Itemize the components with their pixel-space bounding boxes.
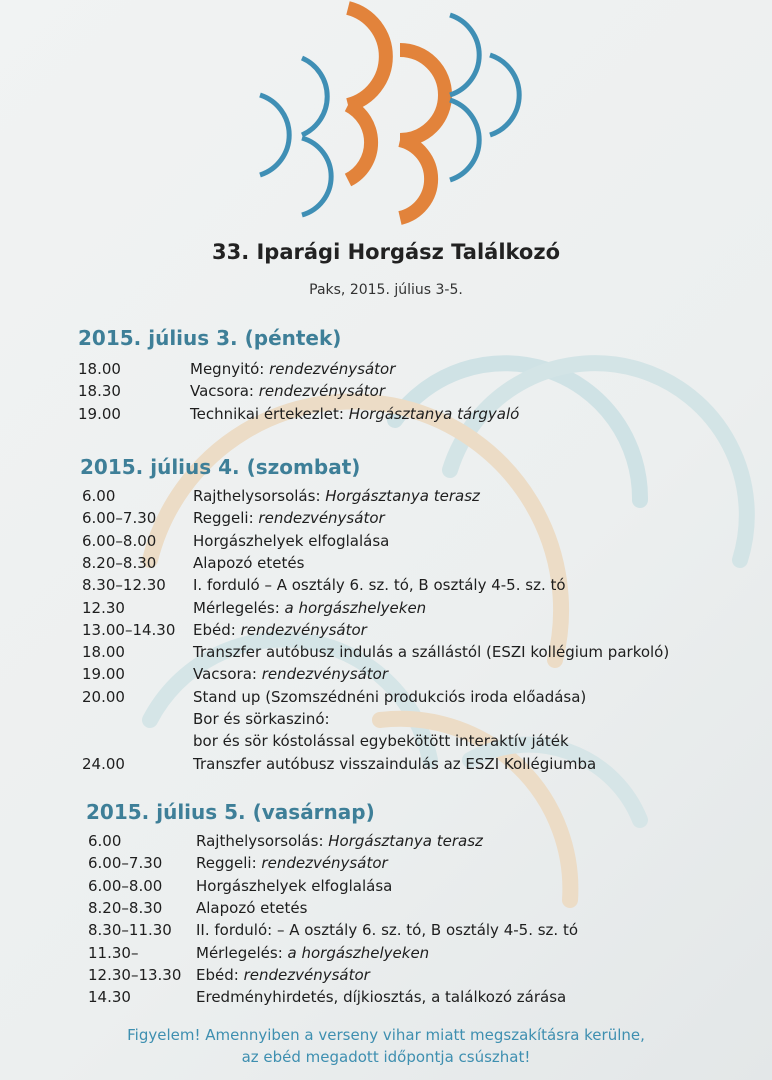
schedule-activity-label: Rajthelysorsolás: [193, 487, 321, 505]
schedule-row [88, 986, 740, 1008]
weather-notice [0, 1024, 772, 1068]
schedule-row [82, 485, 740, 507]
schedule-row [82, 686, 740, 708]
day-heading-friday: 2015. július 3. (péntek) [78, 326, 342, 350]
schedule-venue: rendezvénysátor [269, 360, 396, 378]
schedule-activity-label: bor és sör kóstolással egybekötött interaktív játék [193, 732, 569, 751]
schedule-row [88, 830, 740, 852]
schedule-venue: Horgásztanya tárgyaló [348, 404, 520, 423]
schedule-time: 19.00 [78, 404, 121, 423]
schedule-row [88, 852, 740, 874]
schedule-row [82, 574, 740, 596]
schedule-activity-label: Ebéd: [196, 965, 239, 984]
schedule-activity-label: Megnyitó: [190, 360, 265, 378]
logo-arc-left-top [260, 95, 289, 175]
schedule-time: 8.30–11.30 [88, 921, 172, 940]
schedule-time: 12.30 [82, 598, 125, 617]
schedule-activity-label: Eredményhirdetés, díjkiosztás, a találkozó zárása [196, 988, 567, 1007]
schedule-venue: rendezvénysátor [261, 854, 388, 873]
schedule-row [88, 942, 740, 964]
schedule-row [82, 708, 740, 730]
weather-notice-line-2: az ebéd megadott időpontja csúszhat! [241, 1048, 531, 1066]
schedule-activity-label: Horgászhelyek elfoglalása [193, 531, 390, 550]
schedule-time: 6.00–8.00 [88, 876, 163, 895]
schedule-activity [196, 986, 566, 1008]
schedule-row [82, 753, 740, 775]
schedule-activity [196, 942, 429, 964]
schedule-activity-label: Transzfer autóbusz indulás a szállástól (ESZI kollégium parkoló) [193, 643, 670, 662]
schedule-time: 6.00–8.00 [82, 531, 157, 550]
schedule-activity [193, 686, 586, 708]
event-location-date: Paks, 2015. július 3-5. [309, 282, 463, 298]
schedule-row [82, 641, 740, 663]
schedule-time: 24.00 [82, 754, 125, 773]
schedule-activity-label: Ebéd: [193, 620, 236, 639]
schedule-time: 18.00 [78, 360, 121, 378]
schedule-time: 18.30 [78, 382, 121, 401]
schedule-activity-label: Rajthelysorsolás: [196, 832, 324, 850]
schedule-activity [193, 619, 367, 641]
schedule-venue: Horgásztanya terasz [325, 487, 480, 505]
schedule-activity-label: II. forduló: – A osztály 6. sz. tó, B osztály 4-5. sz. tó [196, 921, 579, 940]
schedule-time: 6.00–7.30 [88, 854, 163, 873]
schedule-activity [196, 897, 307, 919]
schedule-venue: a horgászhelyeken [284, 598, 427, 617]
schedule-activity [193, 485, 480, 507]
schedule-row [82, 597, 740, 619]
schedule-row [88, 919, 740, 941]
schedule-time: 14.30 [88, 988, 131, 1007]
schedule-activity-label: Horgászhelyek elfoglalása [196, 876, 393, 895]
schedule-activity-label: Technikai értekezlet: [190, 404, 344, 423]
schedule-row [82, 507, 740, 529]
logo-orange-3-bottom [348, 105, 371, 180]
schedule-venue: a horgászhelyeken [287, 943, 430, 962]
weather-notice-line-1: Figyelem! Amennyiben a verseny vihar miatt megszakításra kerülne, [127, 1026, 645, 1044]
schedule-activity-label: Mérlegelés: [193, 598, 280, 617]
schedule-activity [196, 830, 483, 852]
schedule-activity [193, 552, 304, 574]
logo-orange-3b-top [400, 50, 445, 140]
schedule-activity [193, 663, 388, 685]
schedule-activity [196, 852, 388, 874]
schedule-activity-label: Vacsora: [190, 382, 254, 401]
schedule-activity-label: Vacsora: [193, 665, 257, 684]
schedule-venue: rendezvénysátor [243, 965, 370, 984]
schedule-time: 8.20–8.30 [82, 553, 157, 572]
logo-orange-3b-bottom [400, 140, 431, 218]
schedule-time: 8.30–12.30 [82, 576, 166, 595]
schedule-time: 11.30– [88, 943, 139, 962]
schedule-activity [193, 641, 669, 663]
schedule-time: 6.00–7.30 [82, 509, 157, 528]
logo-arc-right-mid [490, 55, 519, 135]
schedule-activity [193, 730, 569, 752]
schedule-time: 6.00 [82, 487, 116, 505]
schedule-activity [196, 919, 578, 941]
schedule-row [88, 897, 740, 919]
schedule-row [82, 530, 740, 552]
schedule-time: 18.00 [82, 643, 125, 662]
schedule-activity-label: Transzfer autóbusz visszaindulás az ESZI Kollégiumba [193, 754, 597, 773]
schedule-time: 20.00 [82, 687, 125, 706]
event-logo [250, 0, 550, 228]
schedule-activity [193, 708, 330, 730]
day-heading-sunday: 2015. július 5. (vasárnap) [86, 800, 375, 824]
schedule-activity [193, 597, 426, 619]
schedule-row [82, 619, 740, 641]
schedule-activity [190, 358, 395, 380]
logo-arc-right-low [450, 100, 479, 180]
schedule-row [88, 875, 740, 897]
schedule-venue: Horgásztanya terasz [328, 832, 483, 850]
schedule-activity-label: I. forduló – A osztály 6. sz. tó, B osztály 4-5. sz. tó [193, 576, 566, 595]
day-heading-saturday: 2015. július 4. (szombat) [80, 455, 361, 479]
schedule-row [78, 403, 740, 425]
schedule-activity-label: Alapozó etetés [196, 898, 308, 917]
logo-arc-left-mid [302, 58, 327, 135]
schedule-activity [193, 753, 596, 775]
schedule-activity-label: Reggeli: [193, 509, 254, 528]
schedule-row [82, 552, 740, 574]
schedule-venue: rendezvénysátor [261, 665, 388, 684]
schedule-time: 19.00 [82, 665, 125, 684]
schedule-venue: rendezvénysátor [258, 509, 385, 528]
schedule-row [78, 380, 740, 402]
schedule-time: 13.00–14.30 [82, 620, 176, 639]
schedule-activity [190, 380, 385, 402]
schedule-activity-label: Bor és sörkaszinó: [193, 710, 330, 728]
schedule-activity [196, 875, 392, 897]
schedule-time: 8.20–8.30 [88, 898, 163, 917]
schedule-activity-label: Alapozó etetés [193, 553, 305, 572]
event-title: 33. Iparági Horgász Találkozó [211, 240, 561, 264]
schedule-row [82, 663, 740, 685]
logo-orange-3-top [348, 8, 386, 105]
schedule-activity-label: Mérlegelés: [196, 943, 283, 962]
schedule-time: 12.30–13.30 [88, 965, 182, 984]
logo-arc-left-low [302, 138, 331, 215]
schedule-activity-label: Reggeli: [196, 854, 257, 873]
schedule-activity-label: Stand up (Szomszédnéni produkciós iroda előadása) [193, 687, 587, 706]
schedule-time: 6.00 [88, 832, 122, 850]
schedule-row [88, 964, 740, 986]
schedule-activity [190, 403, 519, 425]
schedule-row [78, 358, 740, 380]
schedule-activity [193, 507, 385, 529]
schedule-activity [193, 530, 389, 552]
schedule-venue: rendezvénysátor [258, 382, 385, 401]
schedule-activity [196, 964, 370, 986]
schedule-venue: rendezvénysátor [240, 620, 367, 639]
schedule-row [82, 730, 740, 752]
logo-arc-right-top [450, 15, 479, 95]
schedule-activity [193, 574, 566, 596]
